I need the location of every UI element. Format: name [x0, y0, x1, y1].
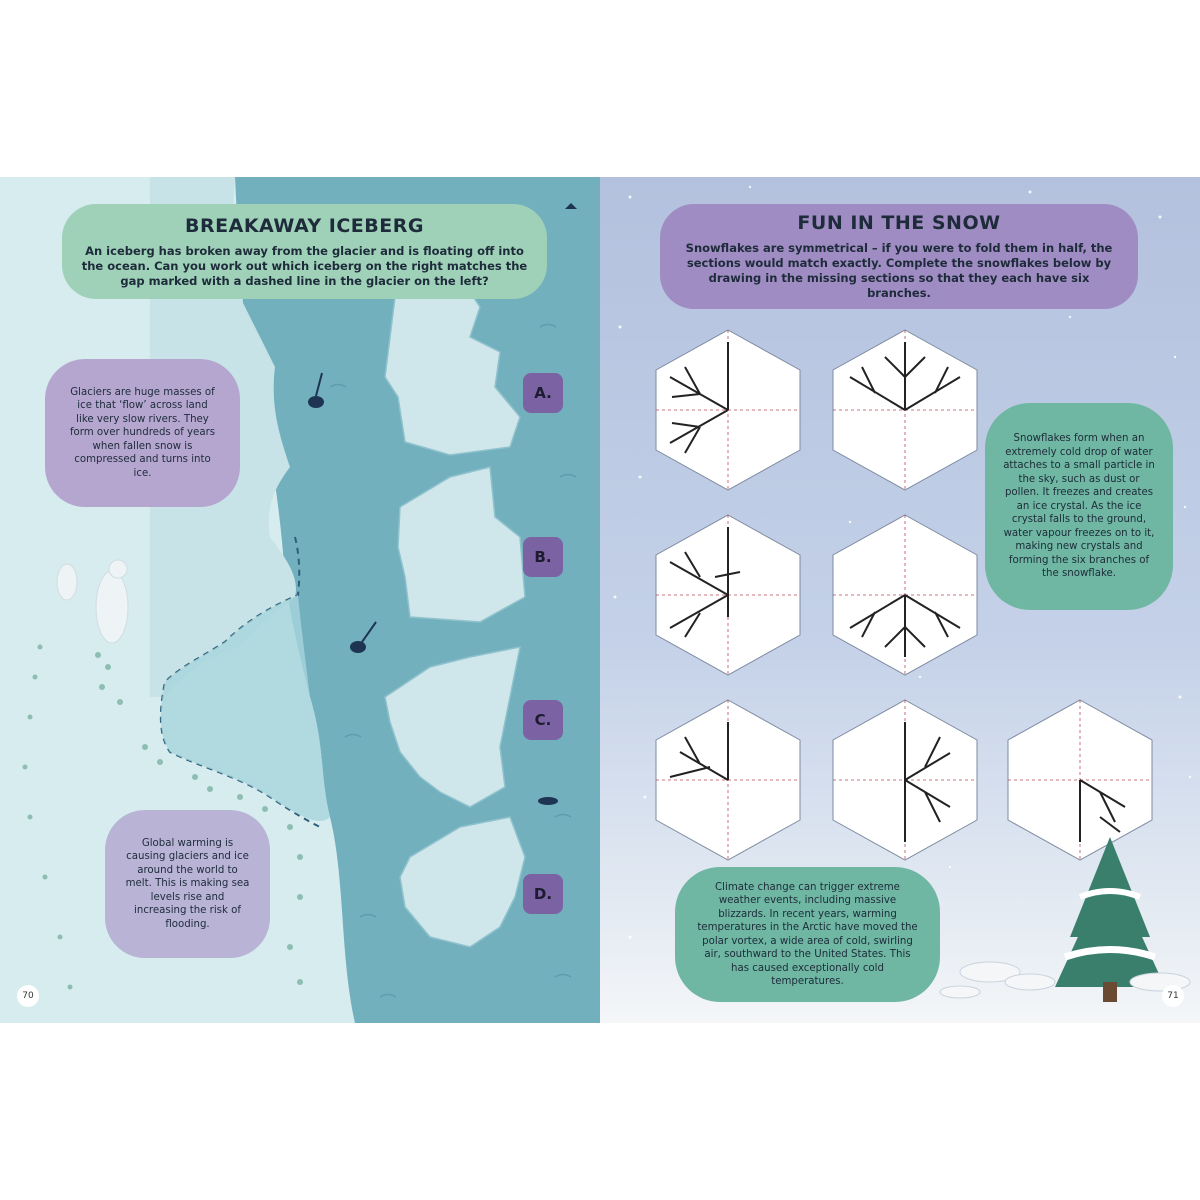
glacier-scene-illustration: [0, 177, 600, 1023]
snowflakes-fact-text: Snowflakes form when an extremely cold drop of water attaches to a small particle in the sky, such as dust or pollen. It freezes and creates an ice crystal. As the ice crystal falls to the ground, water vapour freezes on to it, making new crystals and forming the six branches of the snowflake.: [1003, 433, 1155, 580]
book-spread: [0, 177, 1200, 1023]
left-page-title: BREAKAWAY ICEBERG: [185, 214, 424, 237]
right-page: [600, 177, 1200, 1023]
climate-fact-text: Climate change can trigger extreme weather events, including massive blizzards. In recent years, warming temperatures in the Arctic have moved the polar vortex, a wide area of cold, swirling air, southward to the United States. This has caused exceptionally cold temperatures.: [697, 881, 918, 987]
glaciers-fact-text: Glaciers are huge masses of ice that ‘flow’ across land like very slow rivers. They form over hundreds of years when fallen snow is compressed and turns into ice.: [69, 386, 216, 479]
warming-fact-text: Global warming is causing glaciers and ice around the world to melt. This is making sea levels rise and increasing the risk of flooding.: [125, 837, 250, 930]
left-page: [0, 177, 600, 1023]
option-c-badge[interactable]: C.: [523, 700, 563, 740]
climate-fact-panel: [675, 867, 940, 1002]
right-page-number: 71: [1162, 985, 1184, 1007]
right-title-panel: [660, 204, 1138, 309]
snowflakes-fact-panel: [985, 403, 1173, 610]
left-page-number: 70: [17, 985, 39, 1007]
option-b-badge[interactable]: B.: [523, 537, 563, 577]
glaciers-fact-panel: [45, 359, 240, 507]
left-page-intro: An iceberg has broken away from the glacier and is floating off into the ocean. Can you work out which iceberg on the right matches the gap marked with a dashed line in the glacier on the left?: [81, 243, 528, 288]
option-a-badge[interactable]: A.: [523, 373, 563, 413]
right-page-intro: Snowflakes are symmetrical – if you were to fold them in half, the sections would match exactly. Complete the snowflakes below by drawing in the missing sections so that they each have six branches.: [685, 241, 1113, 300]
warming-fact-panel: [105, 810, 270, 958]
option-d-badge[interactable]: D.: [523, 874, 563, 914]
right-page-title: FUN IN THE SNOW: [797, 212, 1001, 234]
left-title-panel: [62, 204, 547, 299]
